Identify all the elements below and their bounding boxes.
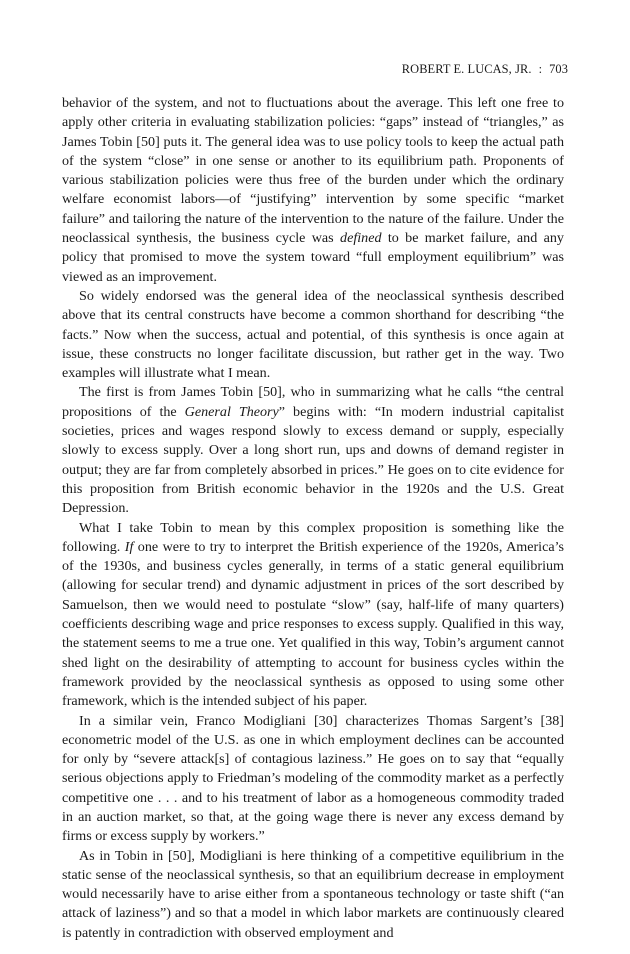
paragraph-5 [62,712,564,847]
running-head-author: ROBERT E. LUCAS, JR. [401,62,532,76]
text-run: In a similar vein, Franco Modigliani [30] characterizes Thomas Sargent’s [38] econometric model of the U.S. as one in which employment declines can be accounted for only by “severe attack[s] of contagious laziness.” He goes on to say that “equally serious objections apply to Friedman’s modeling of the commodity market as a perfectly competitive one . . . and to his treatment of labor as a homogeneous commodity traded in an auction market, so that, at the going wage there is never any excess demand by firms or excess supply by workers.” [62,712,564,845]
running-head [402,62,568,77]
paragraph-3 [62,383,564,518]
paragraph-2 [62,287,564,383]
italic-text: General Theory [184,403,279,420]
text-run: one were to try to interpret the British experience of the 1920s, America’s of the 1930s, and business cycles generally, in terms of a static general equilibrium (allowing for secular trend) and dynamic adjustment in prices of the sort described by Samuelson, then we would need to postulate “slow” (say, half-life of many quarters) coefficients describing wage and price responses to excess supply. Qualified in this way, the statement seems to me a true one. Yet qualified in this way, Tobin’s argument cannot shed light on the desirability of attempting to account for business cycles within the framework provided by the neoclassical synthesis as opposed to using some other framework, which is the intended subject of his paper. [62,538,564,710]
text-run: What I take Tobin to mean by this complex proposition is something like the following. [62,519,564,555]
running-head-separator: : [538,62,543,76]
italic-text: defined [340,230,382,247]
page-number: 703 [549,62,568,76]
paragraph-6 [62,847,564,943]
paragraph-1 [62,94,564,287]
body-text [62,94,564,943]
text-run: ” begins with: “In modern industrial capitalist societies, prices and wages respond slowly to excess demand or supply, especially slowly to excess supply. Over a long short run, ups and downs of demand register in output; they are far from completely absorbed in prices.” He goes on to cite evidence for this proposition from British economic behavior in the 1920s and the U.S. Great Depression. [62,403,565,517]
italic-text: If [124,538,134,555]
text-run: to be market failure, and any policy that promised to move the system toward “full employment equilibrium” was viewed as an improvement. [62,230,564,285]
text-run: behavior of the system, and not to fluctuations about the average. This left one free to apply other criteria in evaluating stabilization policies: “gaps” instead of “triangles,” as James Tobin [50] puts it. The general idea was to use policy tools to keep the actual path of the system “close” in one sense or another to its equilibrium path. Proponents of various stabilization policies were thus free of the burden under which the ordinary welfare economist labors—of “justifying” intervention by some specific “market failure” and tailoring the nature of the intervention to the nature of the failure. Under the neoclassical synthesis, the business cycle was [62,95,564,247]
paragraph-4 [62,519,564,712]
text-run: So widely endorsed was the general idea of the neoclassical synthesis described above that its central constructs have become a common shorthand for describing “the facts.” Now when the success, actual and potential, of this synthesis is once again at issue, these constructs no longer facilitate discussion, but rather get in the way. Two examples will illustrate what I mean. [62,287,564,382]
text-run: As in Tobin in [50], Modigliani is here thinking of a competitive equilibrium in the static sense of the neoclassical synthesis, so that an equilibrium decrease in employment would necessarily have to arise either from a spontaneous technology or taste shift (“an attack of laziness”) and so that a model in which labor markets are continuously cleared is patently in contradiction with observed employment and [62,847,564,941]
text-run: The first is from James Tobin [50], who in summarizing what he calls “the central propositions of the [62,384,564,420]
